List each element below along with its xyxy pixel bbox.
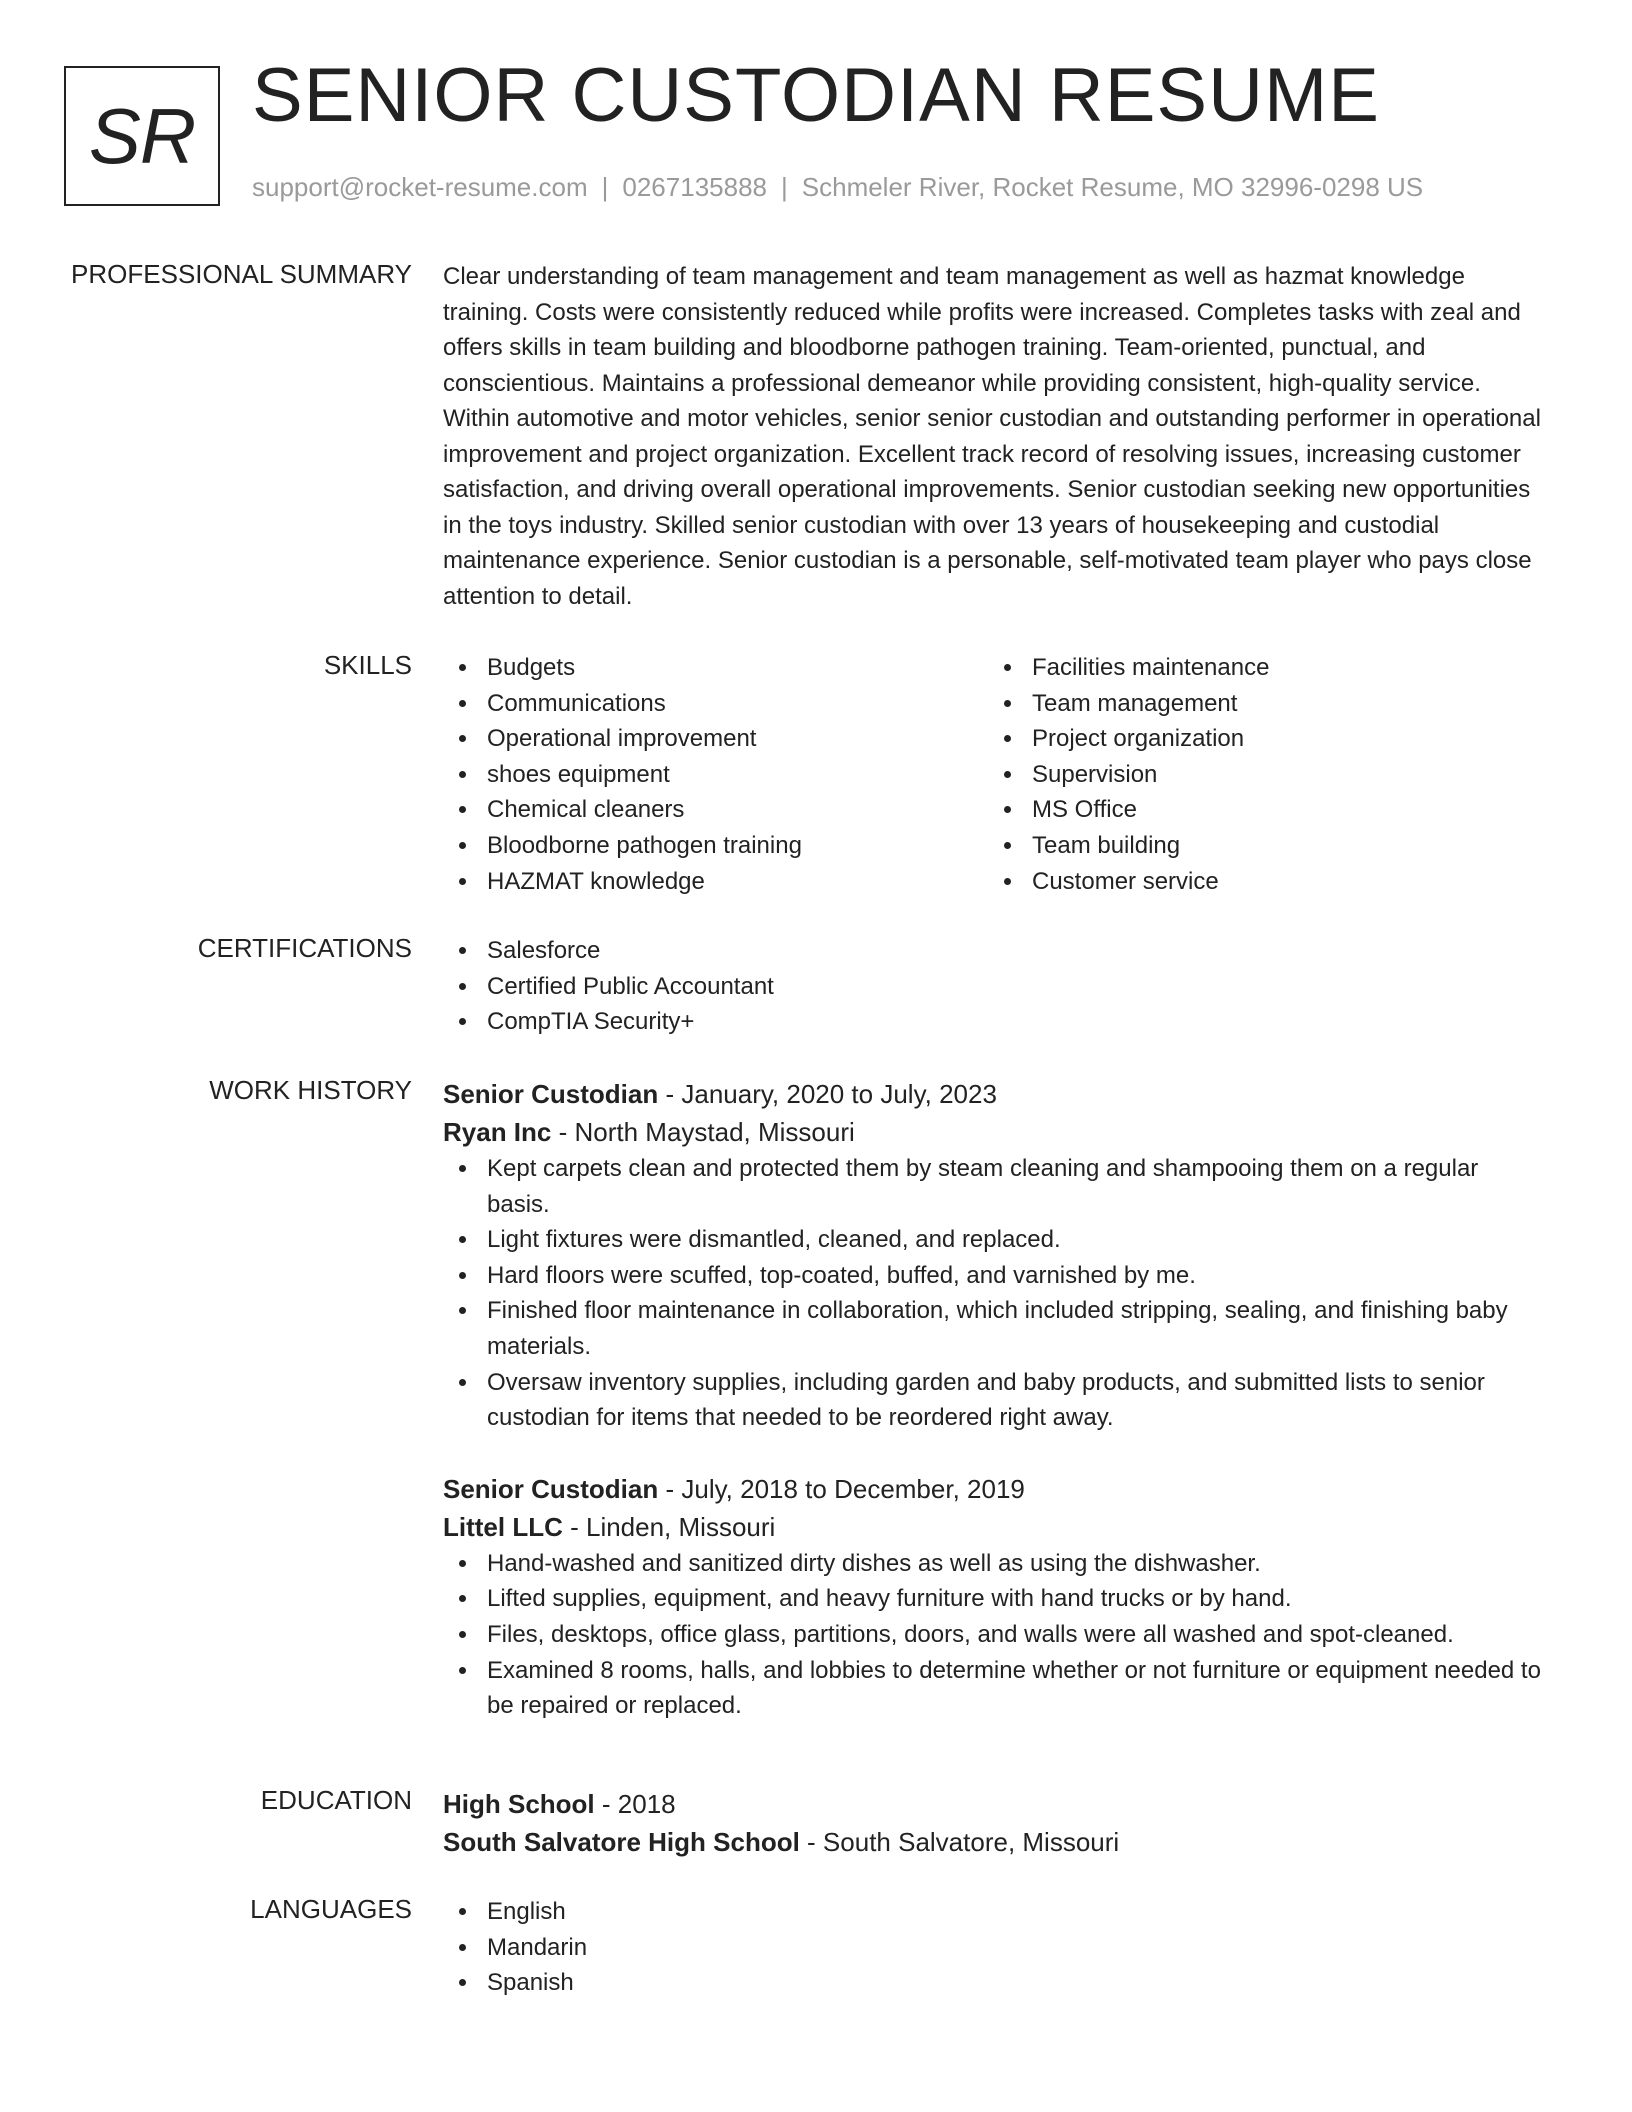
monogram-text: SR	[88, 91, 196, 180]
contact-phone[interactable]: 0267135888	[622, 172, 767, 202]
skill-item: Chemical cleaners	[443, 792, 988, 828]
job-title: Senior Custodian	[443, 1079, 659, 1109]
education-location: - South Salvatore, Missouri	[799, 1827, 1120, 1857]
education-degree: High School	[443, 1789, 595, 1819]
skill-item: Customer service	[988, 864, 1533, 900]
job-bullet: Hand-washed and sanitized dirty dishes as well as using the dishwasher.	[443, 1546, 1543, 1582]
job-company: Littel LLC	[443, 1511, 563, 1542]
skill-item: Team building	[988, 828, 1533, 864]
section-label-certifications: CERTIFICATIONS	[197, 933, 412, 963]
page-title: SENIOR CUSTODIAN RESUME	[252, 53, 1380, 138]
job-bullet: Lifted supplies, equipment, and heavy furniture with hand trucks or by hand.	[443, 1581, 1543, 1617]
job-company-line	[443, 1508, 1543, 1546]
job-bullet: Hard floors were scuffed, top-coated, buffed, and varnished by me.	[443, 1258, 1543, 1294]
skills-list-left	[443, 650, 988, 899]
certifications-body	[443, 933, 1543, 1040]
job-bullets	[443, 1151, 1543, 1436]
job-title: Senior Custodian	[443, 1473, 659, 1504]
job-location: - Linden, Missouri	[562, 1511, 776, 1542]
job-dates: - January, 2020 to July, 2023	[658, 1079, 997, 1109]
section-label-education: EDUCATION	[260, 1785, 412, 1815]
skill-item: Operational improvement	[443, 721, 988, 757]
summary-text: Clear understanding of team management and team management as well as hazmat knowledge training. Costs were consistently reduced while profits were increased. Completes tasks with zeal and offers skills in team building and bloodborne pathogen training. Team-oriented, punctual, and conscientious. Maintains a professional demeanor while providing consistent, high-quality service. Within automotive and motor vehicles, senior senior custodian and outstanding performer in operational improvement and project organization. Excellent track record of resolving issues, increasing customer satisfaction, and driving overall operational improvements. Senior custodian seeking new opportunities in the toys industry. Skilled senior custodian with over 13 years of housekeeping and custodial maintenance experience. Senior custodian is a personable, self-motivated team player who pays close attention to detail.	[443, 263, 1541, 610]
language-item: Mandarin	[443, 1930, 1543, 1966]
contact-line	[252, 172, 1423, 203]
certification-item: Certified Public Accountant	[443, 969, 1543, 1005]
skill-item: shoes equipment	[443, 757, 988, 793]
education-degree-line	[443, 1785, 1543, 1823]
skill-item: HAZMAT knowledge	[443, 864, 988, 900]
job-title-line	[443, 1075, 1543, 1113]
section-label-skills: SKILLS	[323, 650, 412, 680]
contact-address: Schmeler River, Rocket Resume, MO 32996-0298 US	[801, 172, 1424, 202]
contact-separator: |	[601, 172, 609, 202]
job-location: - North Maystad, Missouri	[551, 1117, 855, 1147]
job-bullet: Examined 8 rooms, halls, and lobbies to determine whether or not furniture or equipment needed to be repaired or replaced.	[443, 1653, 1543, 1724]
certification-item: Salesforce	[443, 933, 1543, 969]
skills-columns	[443, 650, 1543, 899]
monogram-logo	[64, 66, 220, 206]
contact-email[interactable]: support@rocket-resume.com	[252, 172, 588, 202]
education-school: South Salvatore High School	[443, 1827, 800, 1857]
skill-item: Facilities maintenance	[988, 650, 1533, 686]
job-bullet: Files, desktops, office glass, partitions, doors, and walls were all washed and spot-cleaned.	[443, 1617, 1543, 1653]
job-entry	[443, 1470, 1543, 1724]
language-item: English	[443, 1894, 1543, 1930]
section-label-summary: PROFESSIONAL SUMMARY	[71, 259, 412, 289]
skill-item: Supervision	[988, 757, 1533, 793]
job-bullet: Oversaw inventory supplies, including garden and baby products, and submitted lists to senior custodian for items that needed to be reordered right away.	[443, 1365, 1543, 1436]
skill-item: Budgets	[443, 650, 988, 686]
section-label-languages: LANGUAGES	[250, 1894, 412, 1924]
skills-list-right	[988, 650, 1533, 899]
certifications-list	[443, 933, 1543, 1040]
job-company-line	[443, 1113, 1543, 1151]
work-history-body	[443, 1075, 1543, 1724]
job-bullet: Finished floor maintenance in collaboration, which included stripping, sealing, and finishing baby materials.	[443, 1293, 1543, 1364]
job-bullet: Light fixtures were dismantled, cleaned, and replaced.	[443, 1222, 1543, 1258]
job-entry	[443, 1075, 1543, 1436]
languages-body	[443, 1894, 1543, 2001]
skill-item: MS Office	[988, 792, 1533, 828]
education-year: - 2018	[594, 1789, 676, 1819]
education-school-line	[443, 1823, 1543, 1861]
skill-item: Communications	[443, 686, 988, 722]
skill-item: Bloodborne pathogen training	[443, 828, 988, 864]
languages-list	[443, 1894, 1543, 2001]
skill-item: Project organization	[988, 721, 1533, 757]
certification-item: CompTIA Security+	[443, 1004, 1543, 1040]
job-bullets	[443, 1546, 1543, 1724]
job-company: Ryan Inc	[443, 1117, 552, 1147]
education-body	[443, 1785, 1543, 1861]
job-dates: - July, 2018 to December, 2019	[658, 1473, 1025, 1504]
job-title-line	[443, 1470, 1543, 1508]
skill-item: Team management	[988, 686, 1533, 722]
section-label-work-history: WORK HISTORY	[209, 1075, 412, 1105]
job-bullet: Kept carpets clean and protected them by steam cleaning and shampooing them on a regular basis.	[443, 1151, 1543, 1222]
contact-separator: |	[781, 172, 788, 202]
language-item: Spanish	[443, 1965, 1543, 2001]
